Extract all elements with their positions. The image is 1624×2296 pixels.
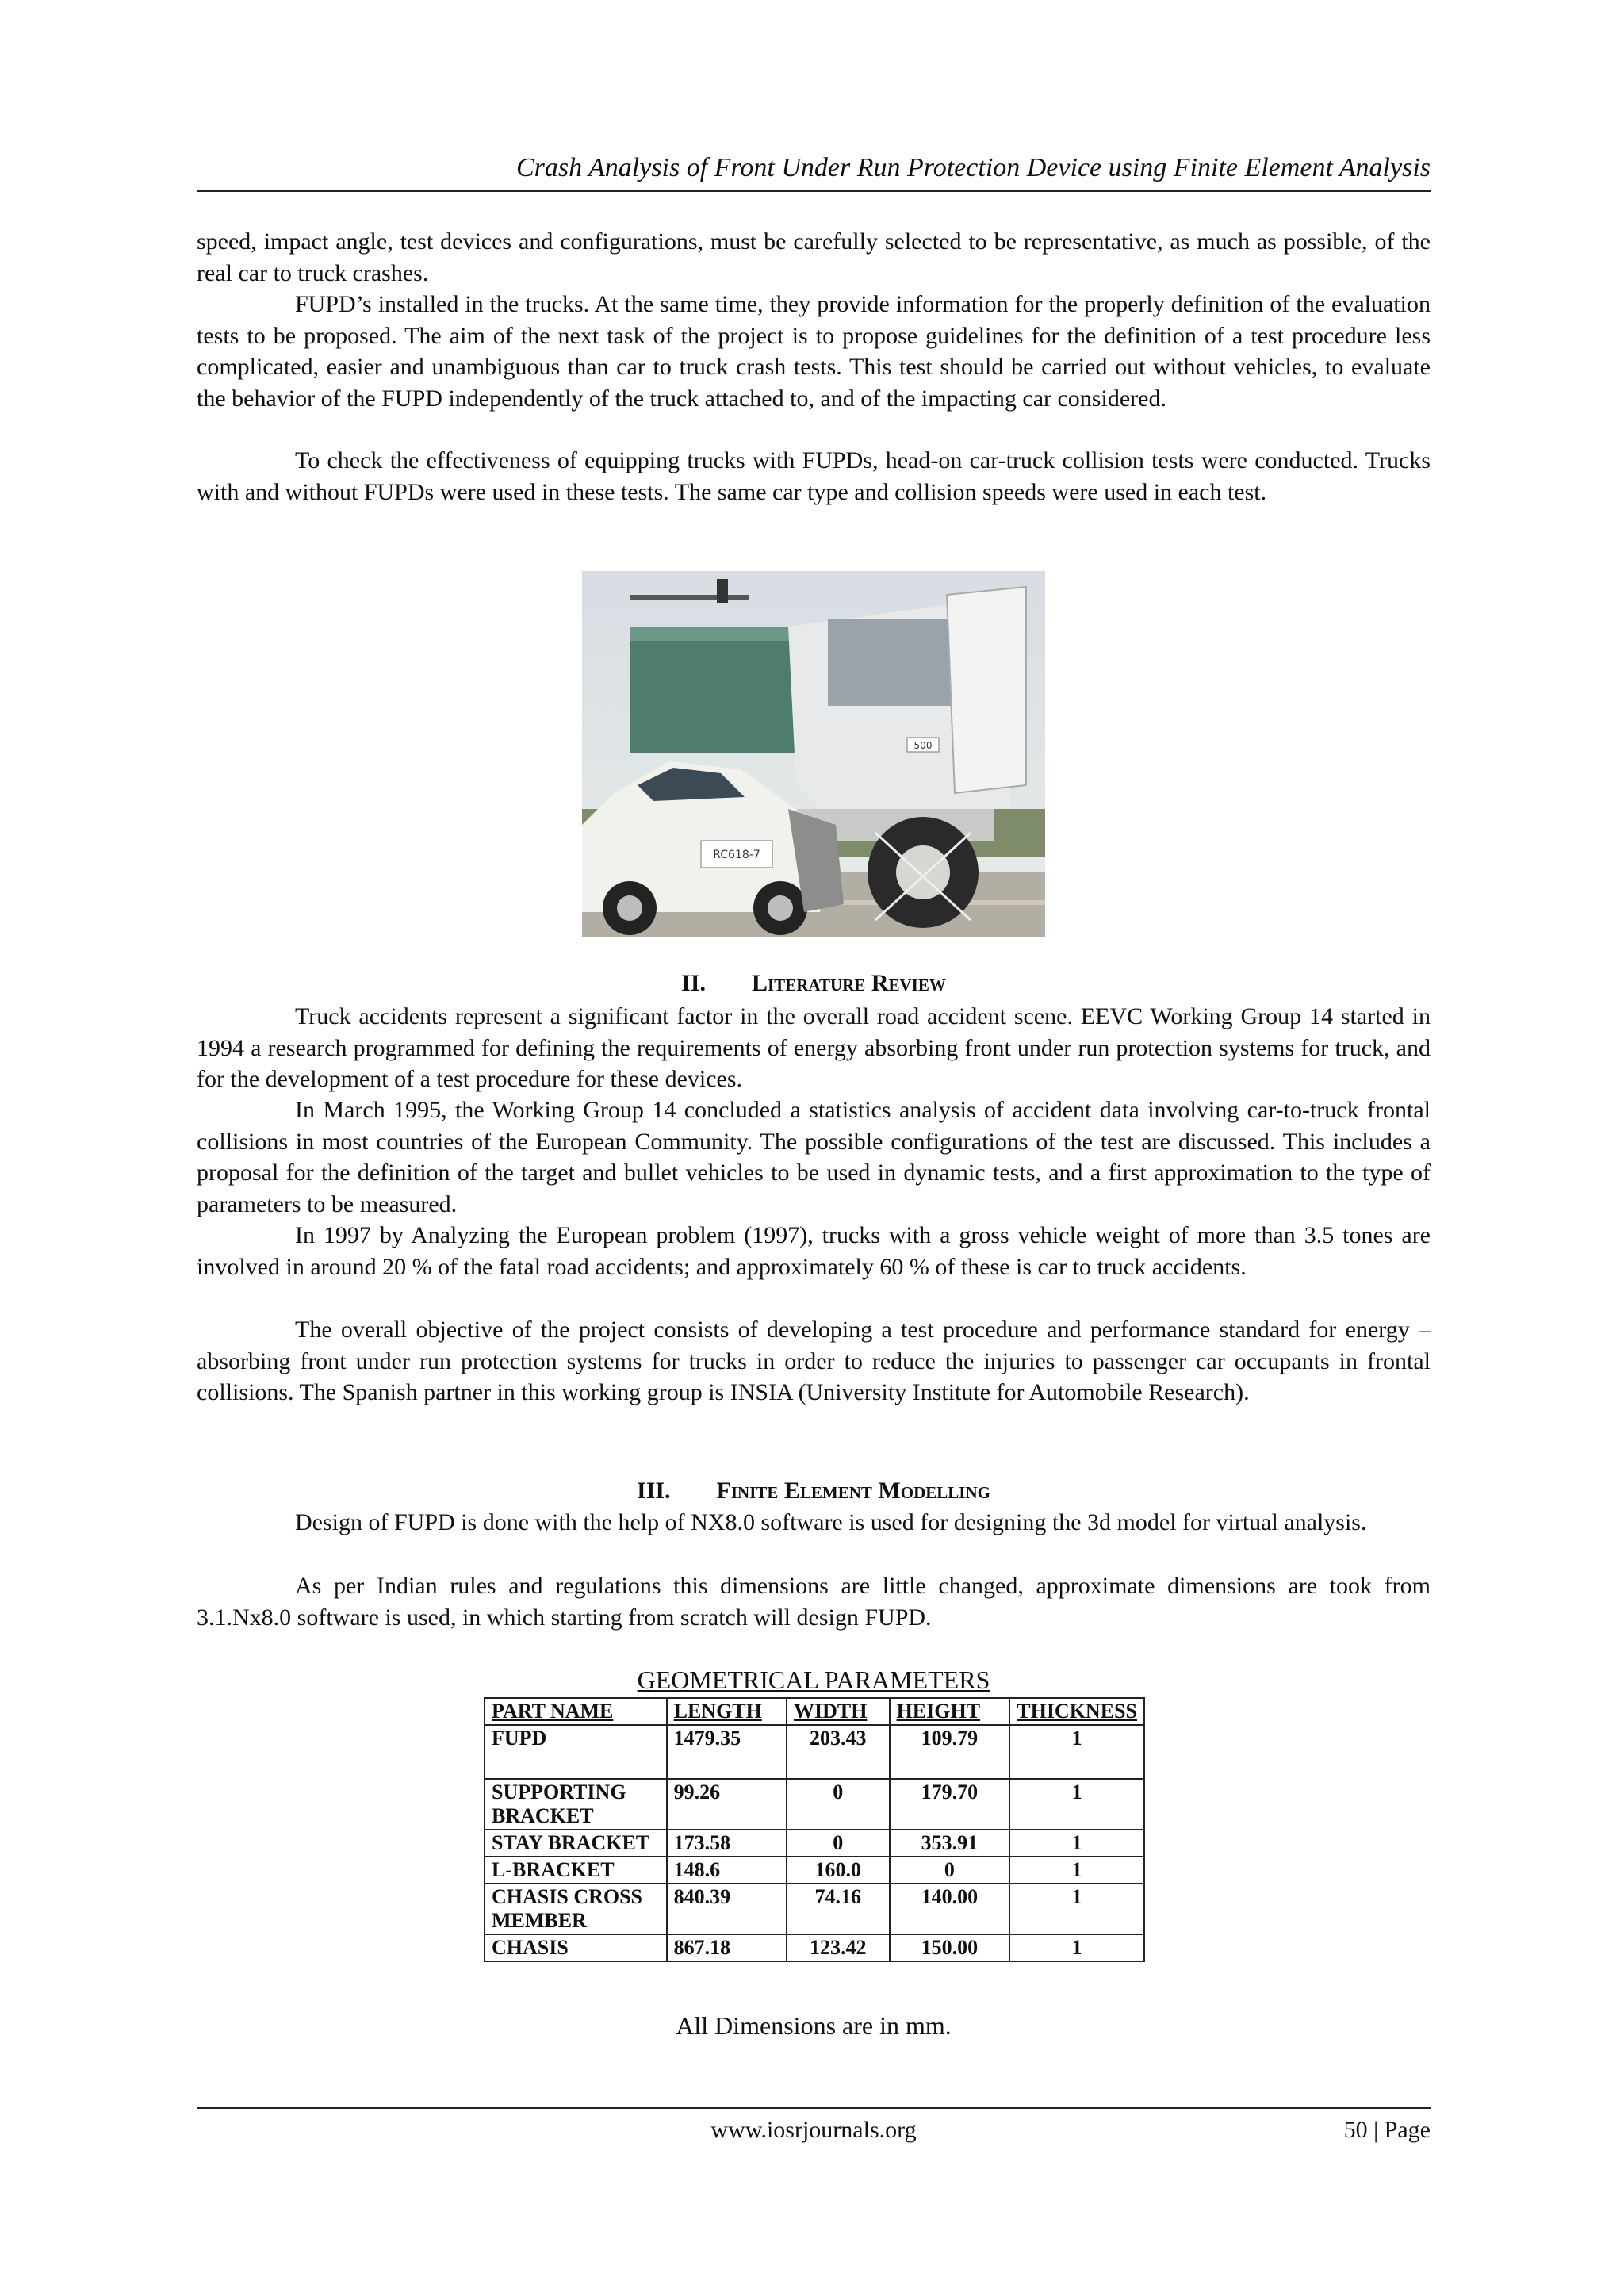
modelling-paragraph-1: Design of FUPD is done with the help of NX8.0 software is used for designing the 3d model for virtual analysis.: [295, 1509, 1367, 1535]
geometrical-parameters-table: [484, 1697, 1145, 1962]
section-heading-literature-review: [197, 968, 1431, 999]
table-cell-length: 99.26: [667, 1779, 787, 1830]
section-title: Literature Review: [752, 970, 946, 996]
table-row: [485, 1725, 1144, 1779]
table-header-cell: PART NAME: [485, 1698, 667, 1725]
car-marking-label: RC618-7: [713, 849, 760, 861]
table-cell-length: 1479.35: [667, 1725, 787, 1779]
truck-number-label: 500: [914, 740, 933, 751]
table-cell-thickness: 1: [1009, 1884, 1144, 1934]
table-header-cell: LENGTH: [667, 1698, 787, 1725]
table-row: [485, 1830, 1144, 1857]
table-cell-thickness: 1: [1009, 1779, 1144, 1830]
table-cell-part: L-BRACKET: [485, 1857, 667, 1884]
table-cell-height: 109.79: [890, 1725, 1010, 1779]
literature-paragraph-3: In 1997 by Analyzing the European problem (1997), trucks with a gross vehicle weight of more than 3.5 tones are involved in around 20 % of the fatal road accidents; and approximately 60 % of these is car to truck accidents.: [197, 1222, 1431, 1280]
section-number: II.: [681, 970, 706, 996]
running-header: Crash Analysis of Front Under Run Protection Device using Finite Element Analysis: [515, 153, 1431, 182]
table-cell-width: 0: [787, 1779, 890, 1830]
table-header-cell: HEIGHT: [890, 1698, 1010, 1725]
table-cell-length: 867.18: [667, 1934, 787, 1961]
table-header-cell: WIDTH: [787, 1698, 890, 1725]
footer-url[interactable]: www.iosrjournals.org: [710, 2117, 917, 2143]
table-cell-height: 150.00: [890, 1934, 1010, 1961]
crash-test-photo-illustration: [582, 571, 1045, 937]
table-row: [485, 1857, 1144, 1884]
table-cell-part: FUPD: [485, 1725, 667, 1779]
table-note: All Dimensions are in mm.: [676, 2011, 952, 2040]
footer-rule: [197, 2107, 1431, 2109]
table-row: [485, 1779, 1144, 1830]
header-rule: [197, 190, 1431, 192]
table-cell-length: 173.58: [667, 1830, 787, 1857]
table-cell-part: SUPPORTING BRACKET: [485, 1779, 667, 1830]
table-cell-height: 140.00: [890, 1884, 1010, 1934]
literature-paragraph-2: In March 1995, the Working Group 14 concluded a statistics analysis of accident data involving car-to-truck frontal collisions in most countries of the European Community. The possible configurations of the test are discussed. This includes a proposal for the definition of the target and bullet vehicles to be used in dynamic tests, and a first approximation to the type of parameters to be measured.: [197, 1097, 1431, 1217]
literature-paragraph-1: Truck accidents represent a significant factor in the overall road accident scene. EEVC Working Group 14 started in 1994 a research programmed for defining the requirements of energy absorbing front under run protection systems for truck, and for the development of a test procedure for these devices.: [197, 1003, 1431, 1092]
intro-paragraph-2: FUPD’s installed in the trucks. At the same time, they provide information for the properly definition of the evaluation tests to be proposed. The aim of the next task of the project is to propose guidelines for the definition of a test procedure less complicated, easier and unambiguous than car to truck crash tests. This test should be carried out without vehicles, to evaluate the behavior of the FUPD independently of the truck attached to, and of the impacting car considered.: [197, 291, 1431, 412]
table-cell-width: 74.16: [787, 1884, 890, 1934]
intro-paragraph-3: To check the effectiveness of equipping trucks with FUPDs, head-on car-truck collision tests were conducted. Trucks with and without FUPDs were used in these tests. The same car type and collision speeds were used in each test.: [197, 447, 1431, 505]
table-cell-thickness: 1: [1009, 1857, 1144, 1884]
table-header-cell: THICKNESS: [1009, 1698, 1144, 1725]
table-cell-length: 148.6: [667, 1857, 787, 1884]
literature-paragraph-4: The overall objective of the project consists of developing a test procedure and performance standard for energy – absorbing front under run protection systems for trucks in order to reduce the injuries to passenger car occupants in frontal collisions. The Spanish partner in this working group is INSIA (University Institute for Automobile Research).: [197, 1317, 1431, 1405]
section-title: Finite Element Modelling: [716, 1478, 990, 1504]
table-cell-length: 840.39: [667, 1884, 787, 1934]
intro-paragraph-1: speed, impact angle, test devices and configurations, must be carefully selected to be representative, as much as possible, of the real car to truck crashes.: [197, 228, 1431, 286]
table-cell-thickness: 1: [1009, 1830, 1144, 1857]
table-cell-thickness: 1: [1009, 1725, 1144, 1779]
table-cell-height: 0: [890, 1857, 1010, 1884]
table-cell-part: CHASIS CROSS MEMBER: [485, 1884, 667, 1934]
table-cell-part: STAY BRACKET: [485, 1830, 667, 1857]
table-cell-thickness: 1: [1009, 1934, 1144, 1961]
table-cell-width: 0: [787, 1830, 890, 1857]
table-header-row: [485, 1698, 1144, 1725]
table-row: [485, 1934, 1144, 1961]
table-cell-height: 353.91: [890, 1830, 1010, 1857]
table-cell-height: 179.70: [890, 1779, 1010, 1830]
section-heading-finite-element-modelling: [197, 1475, 1431, 1507]
table-cell-width: 123.42: [787, 1934, 890, 1961]
table-title-text: GEOMETRICAL PARAMETERS: [637, 1665, 990, 1694]
section-number: III.: [637, 1478, 671, 1504]
table-cell-width: 160.0: [787, 1857, 890, 1884]
table-cell-part: CHASIS: [485, 1934, 667, 1961]
crash-test-photo: [582, 571, 1045, 937]
table-row: [485, 1884, 1144, 1934]
table-cell-width: 203.43: [787, 1725, 890, 1779]
footer-page-number: 50 | Page: [1343, 2117, 1431, 2143]
table-title: [197, 1665, 1431, 1694]
modelling-paragraph-2: As per Indian rules and regulations this dimensions are little changed, approximate dimensions are took from 3.1.Nx8.0 software is used, in which starting from scratch will design FUPD.: [197, 1573, 1431, 1631]
